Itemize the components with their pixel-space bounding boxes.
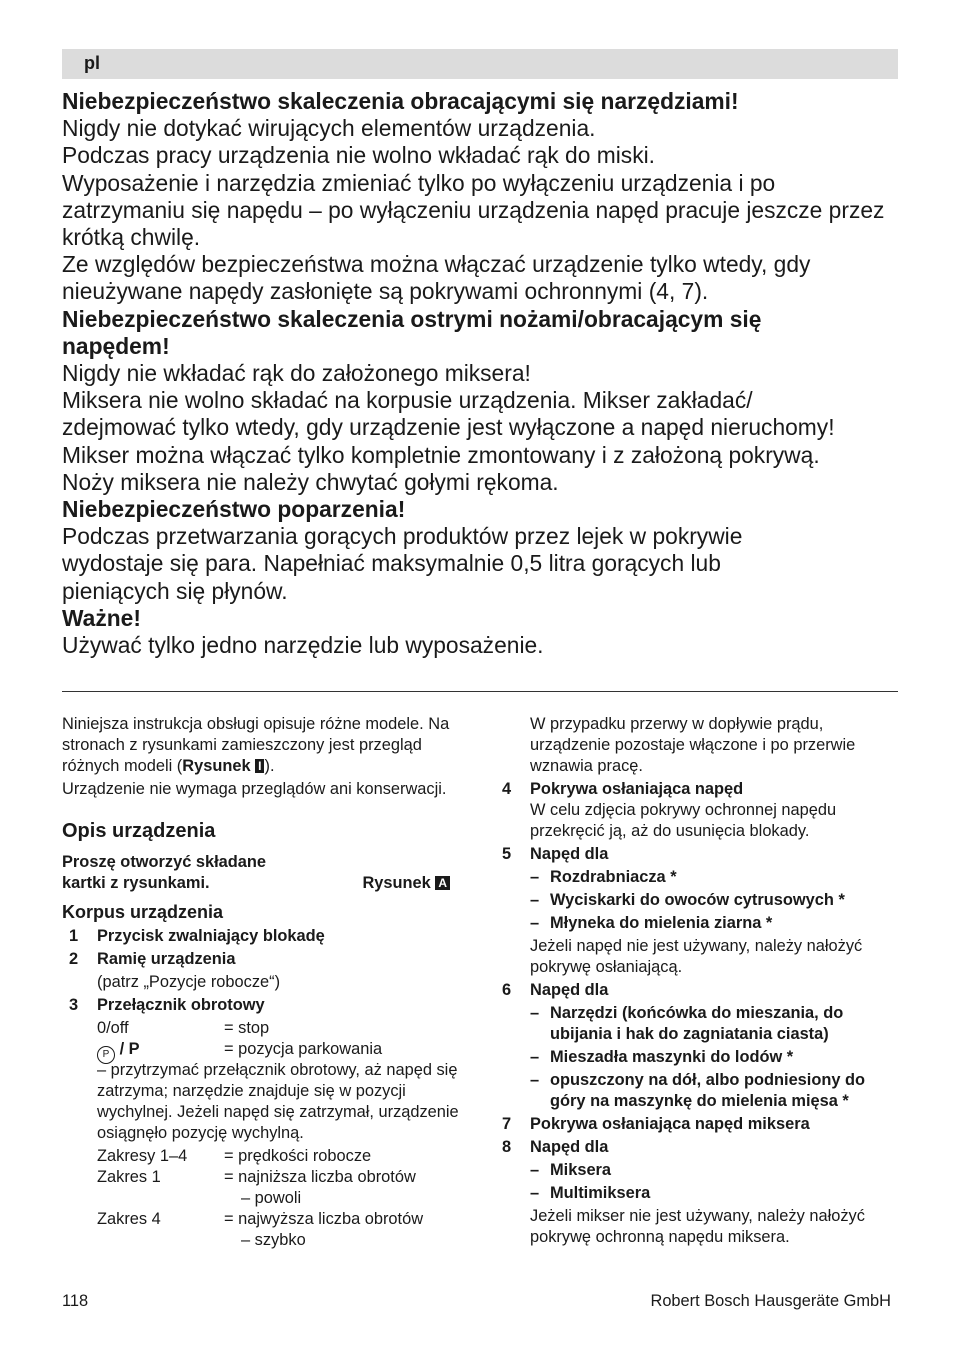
warning-text: Ze względów bezpieczeństwa można włączać urządzenie tylko wtedy, gdy nieużywane napędy zasłonięte są pokrywami ochronnymi (4, 7). (62, 251, 811, 305)
safety-warnings (62, 88, 902, 659)
setting-key: Zakres 1 (97, 1168, 161, 1186)
sub-item-text: Młyneka do mielenia ziarna * (550, 914, 773, 932)
item-title: Napęd dla (530, 1138, 609, 1156)
item-note: W celu zdjęcia pokrywy ochronnej napędu przekręcić ją, aż do usunięcia blokady. (530, 801, 837, 840)
setting-row (62, 1209, 462, 1230)
figure-badge: A (435, 876, 450, 890)
warning-text: Mikser można włączać tylko kompletnie zmontowany i z założoną pokrywą. (62, 441, 820, 468)
intro-text: Niniejsza instrukcja obsługi opisuje różne modele. Na stronach z rysunkami zamieszczony jest przegląd różnych modeli ( (62, 715, 450, 775)
item-note: (patrz „Pozycje robocze“) (97, 973, 281, 991)
sub-item (502, 1070, 890, 1112)
warning-text: Używać tylko jedno narzędzie lub wyposażenie. (62, 632, 544, 659)
setting-key: 0/off (97, 1019, 129, 1037)
right-column (502, 714, 902, 1248)
list-item (502, 779, 902, 842)
fold-out-note (62, 852, 456, 894)
list-item (502, 980, 902, 1001)
item-number: 1 (69, 927, 79, 945)
item-title: Ramię urządzenia (97, 950, 236, 968)
item-title: Przełącznik obrotowy (97, 996, 265, 1014)
dash: – (530, 1004, 540, 1022)
sub-item-text: Miksera (550, 1161, 612, 1179)
item-number: 8 (502, 1138, 512, 1156)
dash: – (530, 1071, 540, 1089)
dash: – (530, 868, 540, 886)
intro-paragraph (62, 714, 462, 777)
setting-key (97, 1039, 140, 1064)
item-title: Pokrywa osłaniająca napęd miksera (530, 1115, 810, 1133)
fold-out-ref (362, 873, 450, 894)
setting-row (62, 1018, 462, 1039)
sub-item (502, 1160, 902, 1181)
warning-text: Wyposażenie i narzędzia zmieniać tylko po wyłączeniu urządzenia i po zatrzymaniu się napędu – po wyłączeniu urządzenia napęd pracuje jeszcze przez krótką chwilę. (62, 169, 885, 251)
sub-item-text: Wyciskarki do owoców cytrusowych * (550, 891, 845, 909)
warning-heading: Niebezpieczeństwo skaleczenia obracającymi się narzędziami! (62, 88, 739, 114)
sub-item-text: Mieszadła maszynki do lodów * (550, 1048, 794, 1066)
item-note: Jeżeli napęd nie jest używany, należy nałożyć pokrywę osłaniającą. (530, 937, 863, 976)
sub-item-text: Narzędzi (końcówka do mieszania, do ubijania i hak do zagniatania ciasta) (550, 1004, 844, 1043)
dash: – (530, 1161, 540, 1179)
page-number: 118 (62, 1292, 89, 1310)
dash: – (530, 891, 540, 909)
sub-item-text: Multimiksera (550, 1184, 651, 1202)
company-name: Robert Bosch Hausgeräte GmbH (650, 1292, 891, 1310)
sub-item (502, 867, 902, 888)
intro-paragraph-2: Urządzenie nie wymaga przeglądów ani konserwacji. (62, 780, 447, 798)
item-number: 5 (502, 845, 512, 863)
dash: – (530, 914, 540, 932)
intro-text-end: ). (264, 757, 275, 775)
continued-note: W przypadku przerwy w dopływie prądu, urządzenie pozostaje włączone i po przerwie wznawia pracę. (530, 715, 856, 775)
subsection-title: Korpus urządzenia (62, 902, 224, 922)
intro (62, 714, 462, 800)
setting-row (62, 1146, 462, 1167)
sub-item-text: Rozdrabniacza * (550, 868, 677, 886)
sub-item (502, 890, 902, 911)
left-column (62, 714, 462, 1251)
setting-value: = pozycja parkowania (224, 1040, 383, 1058)
figure-ref: Rysunek (182, 757, 251, 775)
warning-heading: Niebezpieczeństwo poparzenia! (62, 496, 406, 523)
language-code: pl (84, 53, 100, 73)
warning-text: Miksera nie wolno składać na korpusie urządzenia. Mikser zakładać/ zdejmować tylko wtedy, gdy urządzenie jest wyłączone a napęd nieruchomy! (62, 387, 835, 441)
item-title: Pokrywa osłaniająca napęd (530, 780, 744, 798)
item-number: 6 (502, 981, 512, 999)
setting-value: = najwyższa liczba obrotów (224, 1210, 424, 1228)
item-title: Napęd dla (530, 981, 609, 999)
item-number: 2 (69, 950, 79, 968)
sub-item (502, 1183, 902, 1204)
warning-text: Noży miksera nie należy chwytać gołymi rękoma. (62, 468, 559, 495)
setting-note: – powoli (241, 1189, 302, 1207)
sub-item (502, 913, 902, 934)
section-title: Opis urządzenia (62, 820, 216, 842)
warning-heading: Niebezpieczeństwo skaleczenia ostrymi nożami/obracającym się napędem! (62, 305, 762, 359)
list-item (502, 1114, 902, 1135)
sub-item (502, 1003, 902, 1045)
warning-text: Podczas pracy urządzenia nie wolno wkładać rąk do miski. (62, 142, 655, 169)
item-number: 7 (502, 1115, 512, 1133)
setting-value: = najniższa liczba obrotów (224, 1168, 416, 1186)
setting-key: Zakres 4 (97, 1210, 161, 1228)
park-label: / P (119, 1040, 140, 1058)
setting-value: = prędkości robocze (224, 1147, 372, 1165)
warning-text: Nigdy nie wkładać rąk do założonego miksera! (62, 360, 531, 387)
section-divider (62, 691, 898, 692)
sub-item (502, 1047, 902, 1068)
setting-value: = stop (224, 1019, 270, 1037)
language-bar (62, 49, 898, 79)
list-item (62, 949, 462, 993)
list-item (62, 926, 462, 947)
park-note: – przytrzymać przełącznik obrotowy, aż napęd się zatrzyma; narzędzie znajduje się w pozycji wychylnej. Jeżeli napęd się zatrzymał, urządzenie osiągnęło pozycję wychylną. (97, 1061, 459, 1142)
list-item (502, 1137, 902, 1158)
figure-badge: I (255, 759, 264, 773)
list-item (502, 844, 902, 865)
item-note: Jeżeli mikser nie jest używany, należy nałożyć pokrywę ochronną napędu miksera. (530, 1207, 865, 1246)
item-number: 4 (502, 780, 512, 798)
list-item (62, 995, 462, 1016)
sub-item-text: opuszczony na dół, albo podniesiony do góry na maszynkę do mielenia mięsa * (550, 1071, 866, 1110)
fold-out-text: Proszę otworzyć składane kartki z rysunkami. (62, 853, 267, 892)
dash: – (530, 1048, 540, 1066)
setting-row (62, 1039, 462, 1060)
figure-ref: Rysunek (362, 874, 431, 892)
warning-heading: Ważne! (62, 604, 141, 631)
dash: – (530, 1184, 540, 1202)
warning-text: Nigdy nie dotykać wirujących elementów urządzenia. (62, 115, 596, 142)
item-number: 3 (69, 996, 79, 1014)
setting-key: Zakresy 1–4 (97, 1147, 188, 1165)
item-title: Napęd dla (530, 845, 609, 863)
item-title: Przycisk zwalniający blokadę (97, 927, 325, 945)
setting-row (62, 1167, 462, 1188)
park-icon: P (97, 1046, 115, 1064)
setting-note: – szybko (241, 1231, 306, 1249)
warning-text: Podczas przetwarzania gorących produktów przez lejek w pokrywie wydostaje się para. Napełniać maksymalnie 0,5 litra gorących lub pieniących się płynów. (62, 523, 743, 604)
